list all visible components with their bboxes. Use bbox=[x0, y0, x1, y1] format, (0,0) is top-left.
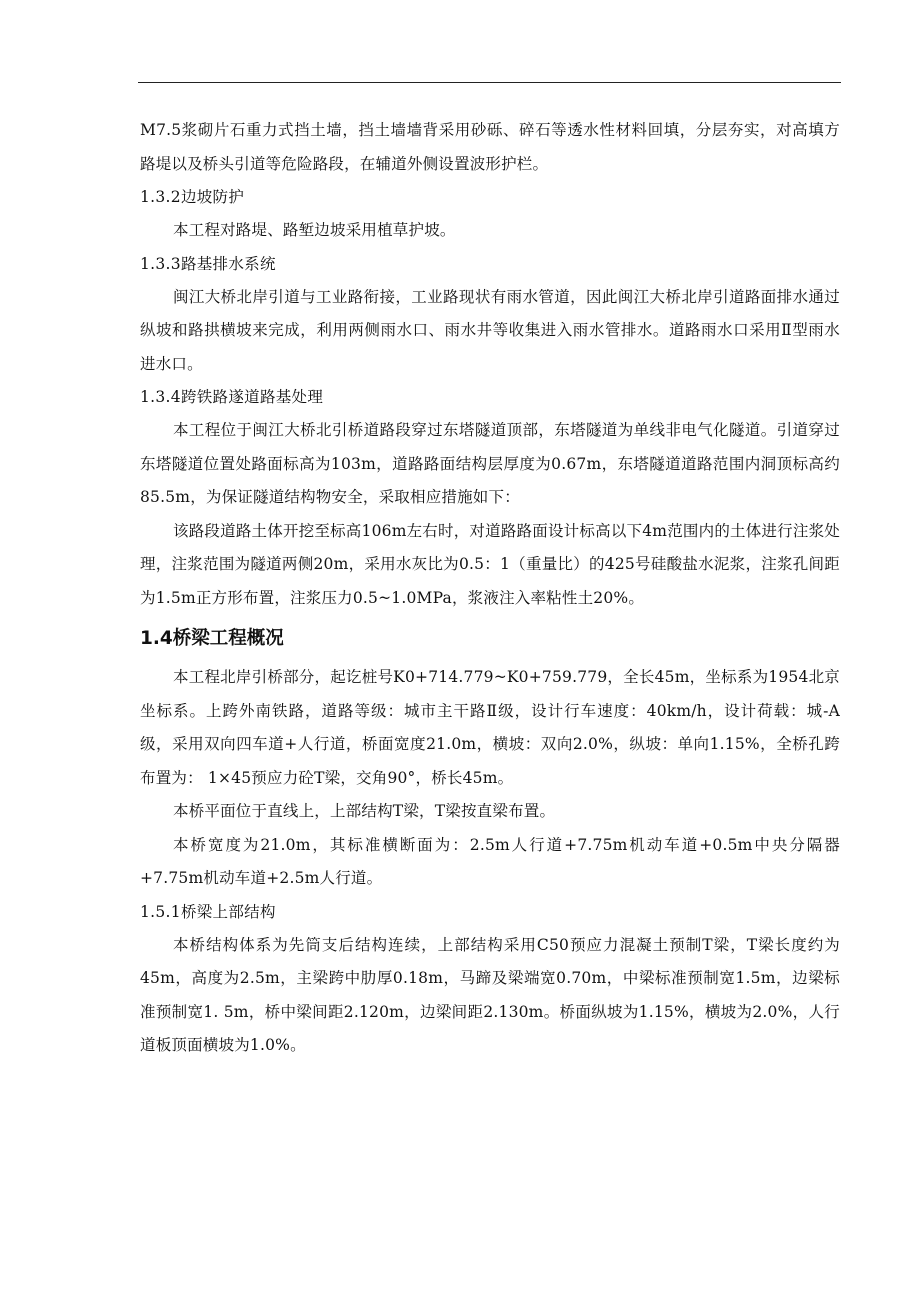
paragraph-tunnel-location: 本工程位于闽江大桥北引桥道路段穿过东塔隧道顶部，东塔隧道为单线非电气化隧道。引道穿过东塔隧道位置处路面标高为103m，道路路面结构层厚度为0.67m，东塔隧道道路范围内洞顶标高约85.5m，为保证隧道结构物安全，采取相应措施如下： bbox=[140, 421, 840, 506]
heading-1-5-1: 1.5.1桥梁上部结构 bbox=[140, 902, 276, 921]
paragraph-slope-protection: 本工程对路堤、路堑边坡采用植草护坡。 bbox=[173, 221, 456, 239]
paragraph-retaining-wall: M7.5浆砌片石重力式挡土墙，挡土墙墙背采用砂砾、碎石等透水性材料回填，分层夯实，对高填方路堤以及桥头引道等危险路段，在辅道外侧设置波形护栏。 bbox=[140, 121, 840, 173]
paragraph-grouting: 该路段道路土体开挖至标高106m左右时，对道路路面设计标高以下4m范围内的土体进行注浆处理，注浆范围为隧道两侧20m，采用水灰比为0.5：1（重量比）的425号硅酸盐水泥浆，注浆孔间距为1.5m正方形布置，注浆压力0.5~1.0MPa，浆液注入率粘性土20%。 bbox=[140, 521, 840, 607]
document-body bbox=[140, 114, 840, 1063]
heading-1-4: 1.4桥梁工程概况 bbox=[140, 628, 284, 649]
heading-1-3-4: 1.3.4跨铁路遂道路基处理 bbox=[140, 388, 324, 406]
heading-1-3-3: 1.3.3路基排水系统 bbox=[140, 254, 276, 273]
header-rule bbox=[138, 82, 841, 83]
heading-1-3-2: 1.3.2边坡防护 bbox=[140, 188, 245, 206]
paragraph-bridge-width: 本桥宽度为21.0m，其标准横断面为：2.5m人行道+7.75m机动车道+0.5m中央分隔器+7.75m机动车道+2.5m人行道。 bbox=[140, 835, 840, 887]
paragraph-bridge-plan: 本桥平面位于直线上，上部结构T梁，T梁按直梁布置。 bbox=[173, 802, 556, 820]
paragraph-bridge-overview: 本工程北岸引桥部分，起讫桩号K0+714.779~K0+759.779，全长45m，坐标系为1954北京坐标系。上跨外南铁路，道路等级：城市主干路Ⅱ级，设计行车速度：40km/h，设计荷载：城-A级，采用双向四车道+人行道，桥面宽度21.0m，横坡：双向2.0%，纵坡：单向1.15%，全桥孔跨布置为： 1×45预应力砼T梁，交角90°，桥长45m。 bbox=[140, 668, 840, 787]
paragraph-drainage: 闽江大桥北岸引道与工业路衔接，工业路现状有雨水管道，因此闽江大桥北岸引道路面排水通过纵坡和路拱横坡来完成，利用两侧雨水口、雨水井等收集进入雨水管排水。道路雨水口采用Ⅱ型雨水进水口。 bbox=[140, 287, 840, 373]
paragraph-superstructure: 本桥结构体系为先筒支后结构连续，上部结构采用C50预应力混凝土预制T梁，T梁长度约为45m，高度为2.5m，主梁跨中肋厚0.18m，马蹄及梁端宽0.70m，中梁标准预制宽1.5m，边梁标准预制宽1. 5m，桥中梁间距2.120m，边梁间距2.130m。桥面纵坡为1.15%，横坡为2.0%，人行道板顶面横坡为1.0%。 bbox=[140, 935, 840, 1054]
